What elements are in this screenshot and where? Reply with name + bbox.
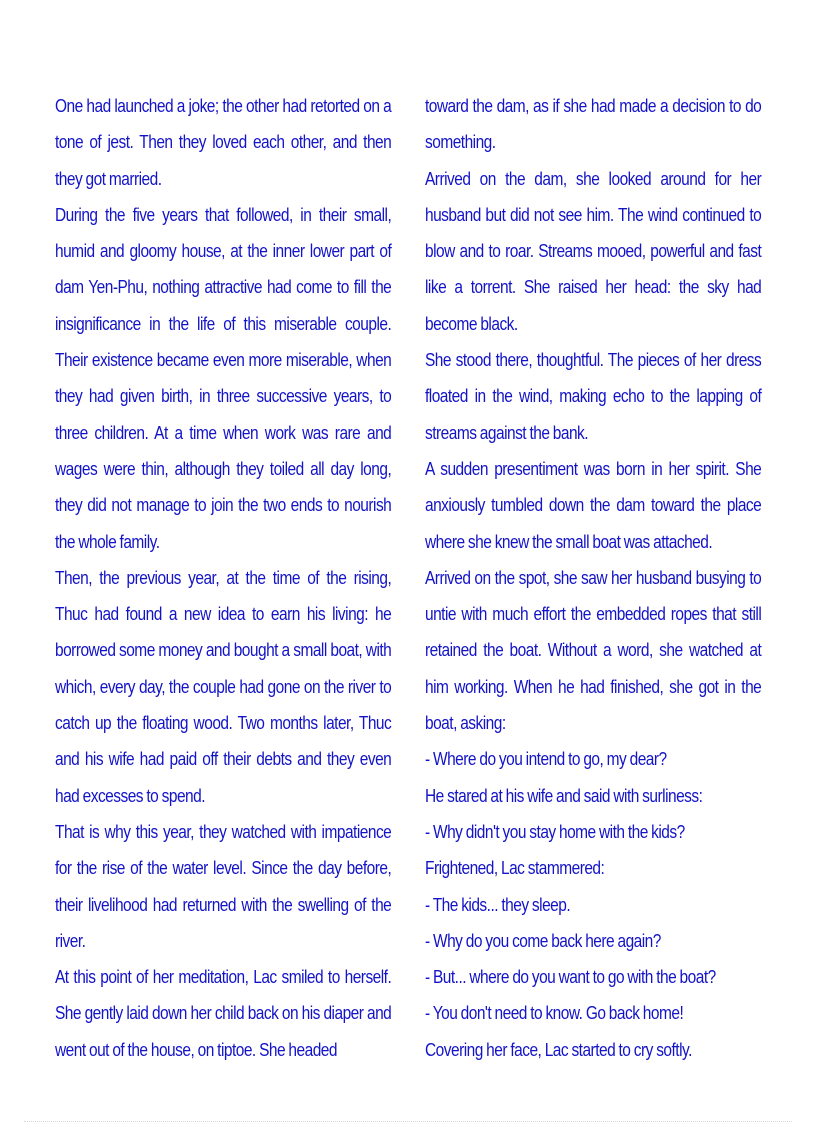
paragraph: A sudden presentiment was born in her spirit. She anxiously tumbled down the dam toward the place where she knew the small boat was attached. bbox=[425, 458, 762, 552]
paragraph: Frightened, Lac stammered: bbox=[425, 858, 605, 879]
dialogue-line: - You don't need to know. Go back home! bbox=[425, 1003, 684, 1024]
paragraph: He stared at his wife and said with surliness: bbox=[425, 785, 703, 806]
paragraph: Arrived on the dam, she looked around for her husband but did not see him. The wind continued to blow and to roar. Streams mooed, powerful and fast like a torrent. She raised her head: the sky had become black. bbox=[425, 168, 762, 334]
right-column bbox=[425, 88, 761, 1068]
paragraph: That is why this year, they watched with impatience for the rise of the water level. Since the day before, their livelihood had returned with the swelling of the river. bbox=[55, 821, 392, 951]
paragraph: At this point of her meditation, Lac smiled to herself. She gently laid down her child back on his diaper and went out of the house, on tiptoe. She headed bbox=[55, 967, 392, 1060]
paragraph: toward the dam, as if she had made a decision to do something. bbox=[425, 96, 762, 153]
dialogue-line: - Where do you intend to go, my dear? bbox=[425, 749, 667, 770]
dialogue-line: - The kids... they sleep. bbox=[425, 894, 571, 915]
paragraph: One had launched a joke; the other had retorted on a tone of jest. Then they loved each other, and then they got married. bbox=[55, 96, 392, 189]
paragraph: Arrived on the spot, she saw her husband busying to untie with much effort the embedded ropes that still retained the boat. Without a word, she watched at him working. When he had finished, she got in the boat, asking: bbox=[425, 567, 762, 734]
left-column bbox=[55, 88, 391, 1068]
dialogue-line: - Why do you come back here again? bbox=[425, 930, 661, 951]
paragraph: Then, the previous year, at the time of the rising, Thuc had found a new idea to earn his living: he borrowed some money and bought a small boat, with which, every day, the couple had gone on the river to catch up the floating wood. Two months later, Thuc and his wife had paid off their debts and they even had excesses to spend. bbox=[55, 567, 392, 806]
dialogue-line: - Why didn't you stay home with the kids? bbox=[425, 821, 685, 842]
dialogue-line: - But... where do you want to go with the boat? bbox=[425, 967, 716, 988]
page-bottom-divider bbox=[24, 1121, 792, 1122]
paragraph: During the five years that followed, in their small, humid and gloomy house, at the inner lower part of dam Yen-Phu, nothing attractive had come to fill the insignificance in the life of this miserable couple. Their existence became even more miserable, when they had given birth, in three successive years, to three children. At a time when work was rare and wages were thin, although they toiled all day long, they did not manage to join the two ends to nourish the whole family. bbox=[55, 204, 392, 552]
paragraph: Covering her face, Lac started to cry softly. bbox=[425, 1039, 692, 1060]
paragraph: She stood there, thoughtful. The pieces of her dress floated in the wind, making echo to the lapping of streams against the bank. bbox=[425, 350, 762, 443]
